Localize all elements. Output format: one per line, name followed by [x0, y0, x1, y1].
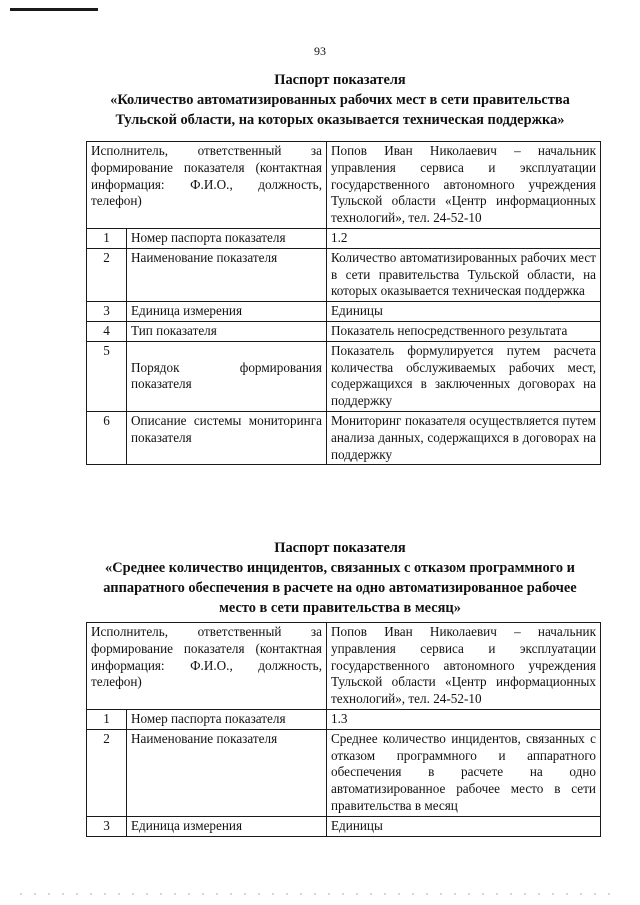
- row-value: Мониторинг показателя осуществляется путем анализа данных, содержащихся в договорах на поддержку: [327, 411, 601, 464]
- row-number: 4: [87, 321, 127, 341]
- row-value: Единицы: [327, 302, 601, 322]
- table-row: [87, 729, 601, 816]
- executor-label: Исполнитель, ответственный за формирование показателя (контактная информация: Ф.И.О., должность, телефон): [87, 623, 327, 710]
- row-number: 3: [87, 816, 127, 836]
- scan-artifact-line: [10, 8, 98, 11]
- passport-heading: Паспорт показателя: [274, 540, 406, 556]
- scan-artifact-dots: [20, 893, 620, 895]
- row-value: 1.2: [327, 228, 601, 248]
- passport-heading: Паспорт показателя: [274, 72, 406, 88]
- passport-table: [86, 141, 601, 465]
- table-row-executor: [87, 142, 601, 229]
- row-value: Показатель непосредственного результата: [327, 321, 601, 341]
- row-label: Наименование показателя: [127, 729, 327, 816]
- passport-table: [86, 622, 601, 837]
- passport-title: [60, 70, 620, 130]
- row-value: 1.3: [327, 709, 601, 729]
- table-row: [87, 709, 601, 729]
- row-value: Показатель формулируется путем расчета количества обслуживаемых рабочих мест, содержащихся в заключенных договорах на поддержку: [327, 341, 601, 411]
- table-row: [87, 341, 601, 411]
- row-label: Номер паспорта показателя: [127, 709, 327, 729]
- passport-indicator-name-cont: Тульской области, на которых оказывается техническая поддержка»: [115, 112, 565, 128]
- row-label: Единица измерения: [127, 302, 327, 322]
- row-number: 3: [87, 302, 127, 322]
- passport-indicator-name-cont: аппаратного обеспечения в расчете на одно автоматизированное рабочее: [103, 580, 577, 596]
- passport-indicator-name: «Количество автоматизированных рабочих мест в сети правительства: [110, 92, 570, 108]
- row-number: 5: [87, 341, 127, 411]
- table-row-executor: [87, 623, 601, 710]
- table-row: [87, 321, 601, 341]
- passport-title: [60, 538, 620, 618]
- row-value: Единицы: [327, 816, 601, 836]
- table-row: [87, 411, 601, 464]
- executor-label: Исполнитель, ответственный за формирование показателя (контактная информация: Ф.И.О., должность, телефон): [87, 142, 327, 229]
- table-row: [87, 816, 601, 836]
- row-label: Номер паспорта показателя: [127, 228, 327, 248]
- row-number: 2: [87, 729, 127, 816]
- table-row: [87, 228, 601, 248]
- row-label: Единица измерения: [127, 816, 327, 836]
- row-number: 2: [87, 248, 127, 301]
- row-number: 6: [87, 411, 127, 464]
- executor-value: Попов Иван Николаевич – начальник управления сервиса и эксплуатации государственного автономного учреждения Тульской области «Центр информационных технологий», тел. 24-52-10: [327, 142, 601, 229]
- row-number: 1: [87, 228, 127, 248]
- passport-indicator-name: «Среднее количество инцидентов, связанных с отказом программного и: [105, 560, 575, 576]
- row-value: Количество автоматизированных рабочих мест в сети правительства Тульской области, на которых оказывается техническая поддержка: [327, 248, 601, 301]
- table-row: [87, 248, 601, 301]
- page-number: 93: [314, 44, 326, 58]
- passport-indicator-name-cont: место в сети правительства в месяц»: [219, 600, 461, 616]
- table-row: [87, 302, 601, 322]
- row-number: 1: [87, 709, 127, 729]
- row-value: Среднее количество инцидентов, связанных с отказом программного и аппаратного обеспечения в расчете на одно автоматизированное рабочее место в сети правительства в месяц: [327, 729, 601, 816]
- row-label: Описание системы мониторинга показателя: [127, 411, 327, 464]
- row-label: Наименование показателя: [127, 248, 327, 301]
- executor-value: Попов Иван Николаевич – начальник управления сервиса и эксплуатации государственного автономного учреждения Тульской области «Центр информационных технологий», тел. 24-52-10: [327, 623, 601, 710]
- row-label: Порядок формирования показателя: [127, 341, 327, 411]
- row-label: Тип показателя: [127, 321, 327, 341]
